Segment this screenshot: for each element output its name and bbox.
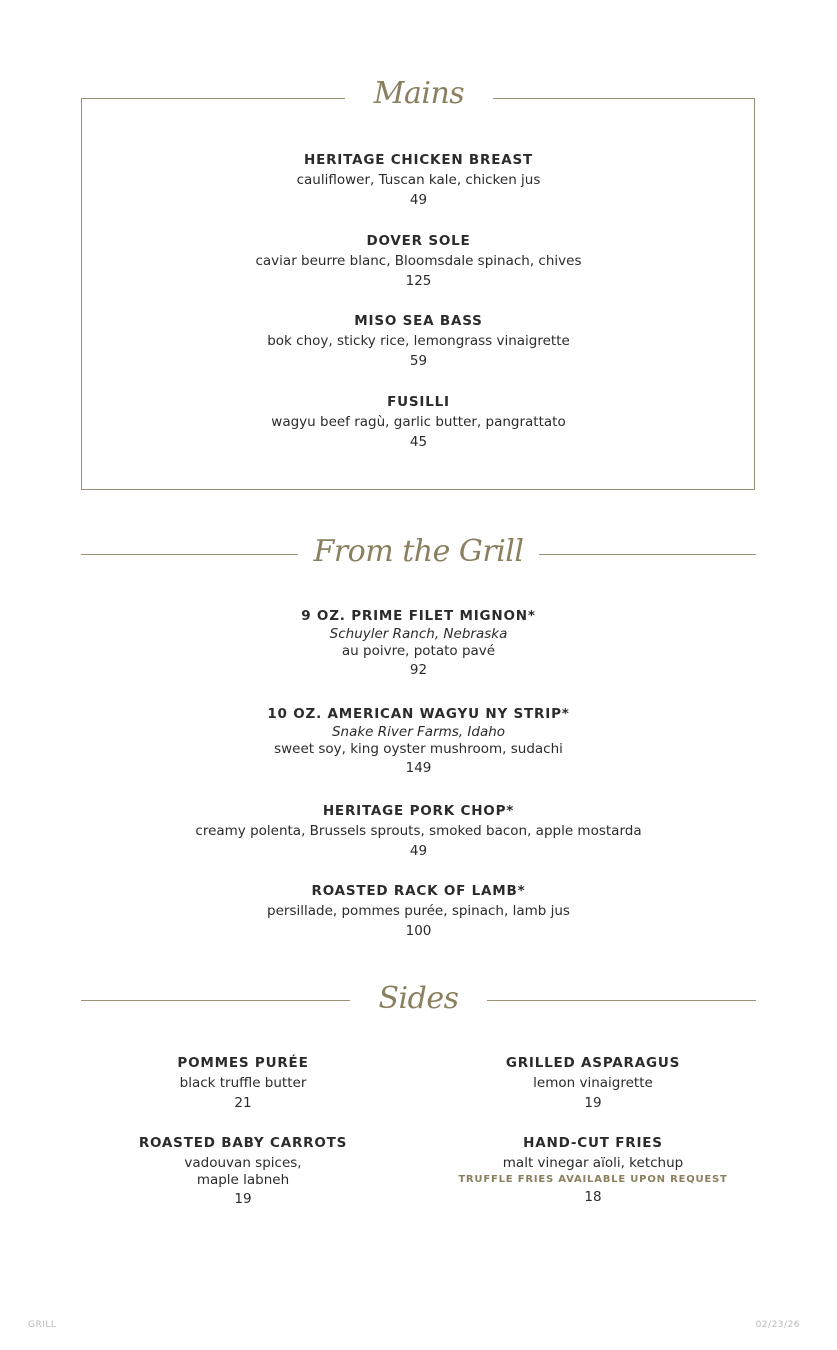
item-name: HAND-CUT FRIES <box>523 1135 663 1151</box>
item-name: FUSILLI <box>387 394 450 410</box>
item-price: 149 <box>405 760 432 776</box>
menu-item <box>0 231 837 291</box>
item-description: persillade, pommes purée, spinach, lamb jus <box>267 903 570 919</box>
item-description-line: vadouvan spices, <box>184 1155 302 1171</box>
item-description: black truffle butter <box>179 1075 307 1091</box>
item-name: ROASTED RACK OF LAMB* <box>311 883 526 899</box>
item-description: au poivre, potato pavé <box>341 643 496 659</box>
item-description: bok choy, sticky rice, lemongrass vinaigrette <box>267 333 570 349</box>
menu-item <box>0 881 837 941</box>
item-name: DOVER SOLE <box>366 233 471 249</box>
item-description: malt vinegar aïoli, ketchup <box>502 1155 684 1171</box>
item-price: 19 <box>584 1095 602 1111</box>
sides-heading: Sides <box>350 976 487 1022</box>
item-name: 10 OZ. AMERICAN WAGYU NY STRIP* <box>267 706 570 722</box>
item-description-line: maple labneh <box>196 1172 290 1188</box>
sides-rule-left <box>81 1000 350 1001</box>
item-price: 49 <box>409 843 428 859</box>
sides-rule-right <box>487 1000 756 1001</box>
item-description: lemon vinaigrette <box>533 1075 653 1091</box>
item-price: 92 <box>409 662 428 678</box>
item-price: 19 <box>234 1191 252 1207</box>
item-name: HERITAGE CHICKEN BREAST <box>303 152 534 168</box>
grill-heading: From the Grill <box>298 528 539 576</box>
item-name: MISO SEA BASS <box>354 313 483 329</box>
item-name: GRILLED ASPARAGUS <box>505 1055 681 1071</box>
grill-rule-left <box>81 554 298 555</box>
menu-item <box>443 1133 743 1207</box>
menu-item <box>0 704 837 778</box>
item-description: creamy polenta, Brussels sprouts, smoked bacon, apple mostarda <box>195 823 642 839</box>
menu-item <box>443 1053 743 1113</box>
item-note: TRUFFLE FRIES AVAILABLE UPON REQUEST <box>458 1174 728 1185</box>
item-price: 49 <box>409 192 428 208</box>
item-name: HERITAGE PORK CHOP* <box>322 803 515 819</box>
item-price: 18 <box>584 1189 602 1205</box>
item-price: 59 <box>409 353 428 369</box>
item-price: 100 <box>405 923 432 939</box>
menu-item <box>0 311 837 371</box>
footer-date: 02/23/26 <box>755 1320 800 1330</box>
item-origin: Schuyler Ranch, Nebraska <box>329 626 508 642</box>
item-description: caviar beurre blanc, Bloomsdale spinach, chives <box>255 253 582 269</box>
menu-item <box>0 392 837 452</box>
item-price: 45 <box>409 434 428 450</box>
item-price: 125 <box>405 273 432 289</box>
item-name: 9 OZ. PRIME FILET MIGNON* <box>301 608 536 624</box>
item-description: wagyu beef ragù, garlic butter, pangrattato <box>271 414 566 430</box>
item-price: 21 <box>234 1095 252 1111</box>
menu-item <box>0 606 837 680</box>
menu-item <box>93 1133 393 1209</box>
mains-heading: Mains <box>345 72 493 116</box>
item-name: POMMES PURÉE <box>177 1055 309 1071</box>
item-name: ROASTED BABY CARROTS <box>138 1135 348 1151</box>
menu-item <box>0 801 837 861</box>
item-description: sweet soy, king oyster mushroom, sudachi <box>274 741 563 757</box>
item-origin: Snake River Farms, Idaho <box>331 724 506 740</box>
menu-item <box>0 150 837 210</box>
item-description: cauliflower, Tuscan kale, chicken jus <box>296 172 541 188</box>
footer-label: GRILL <box>28 1320 57 1330</box>
menu-item <box>93 1053 393 1113</box>
grill-rule-right <box>539 554 756 555</box>
